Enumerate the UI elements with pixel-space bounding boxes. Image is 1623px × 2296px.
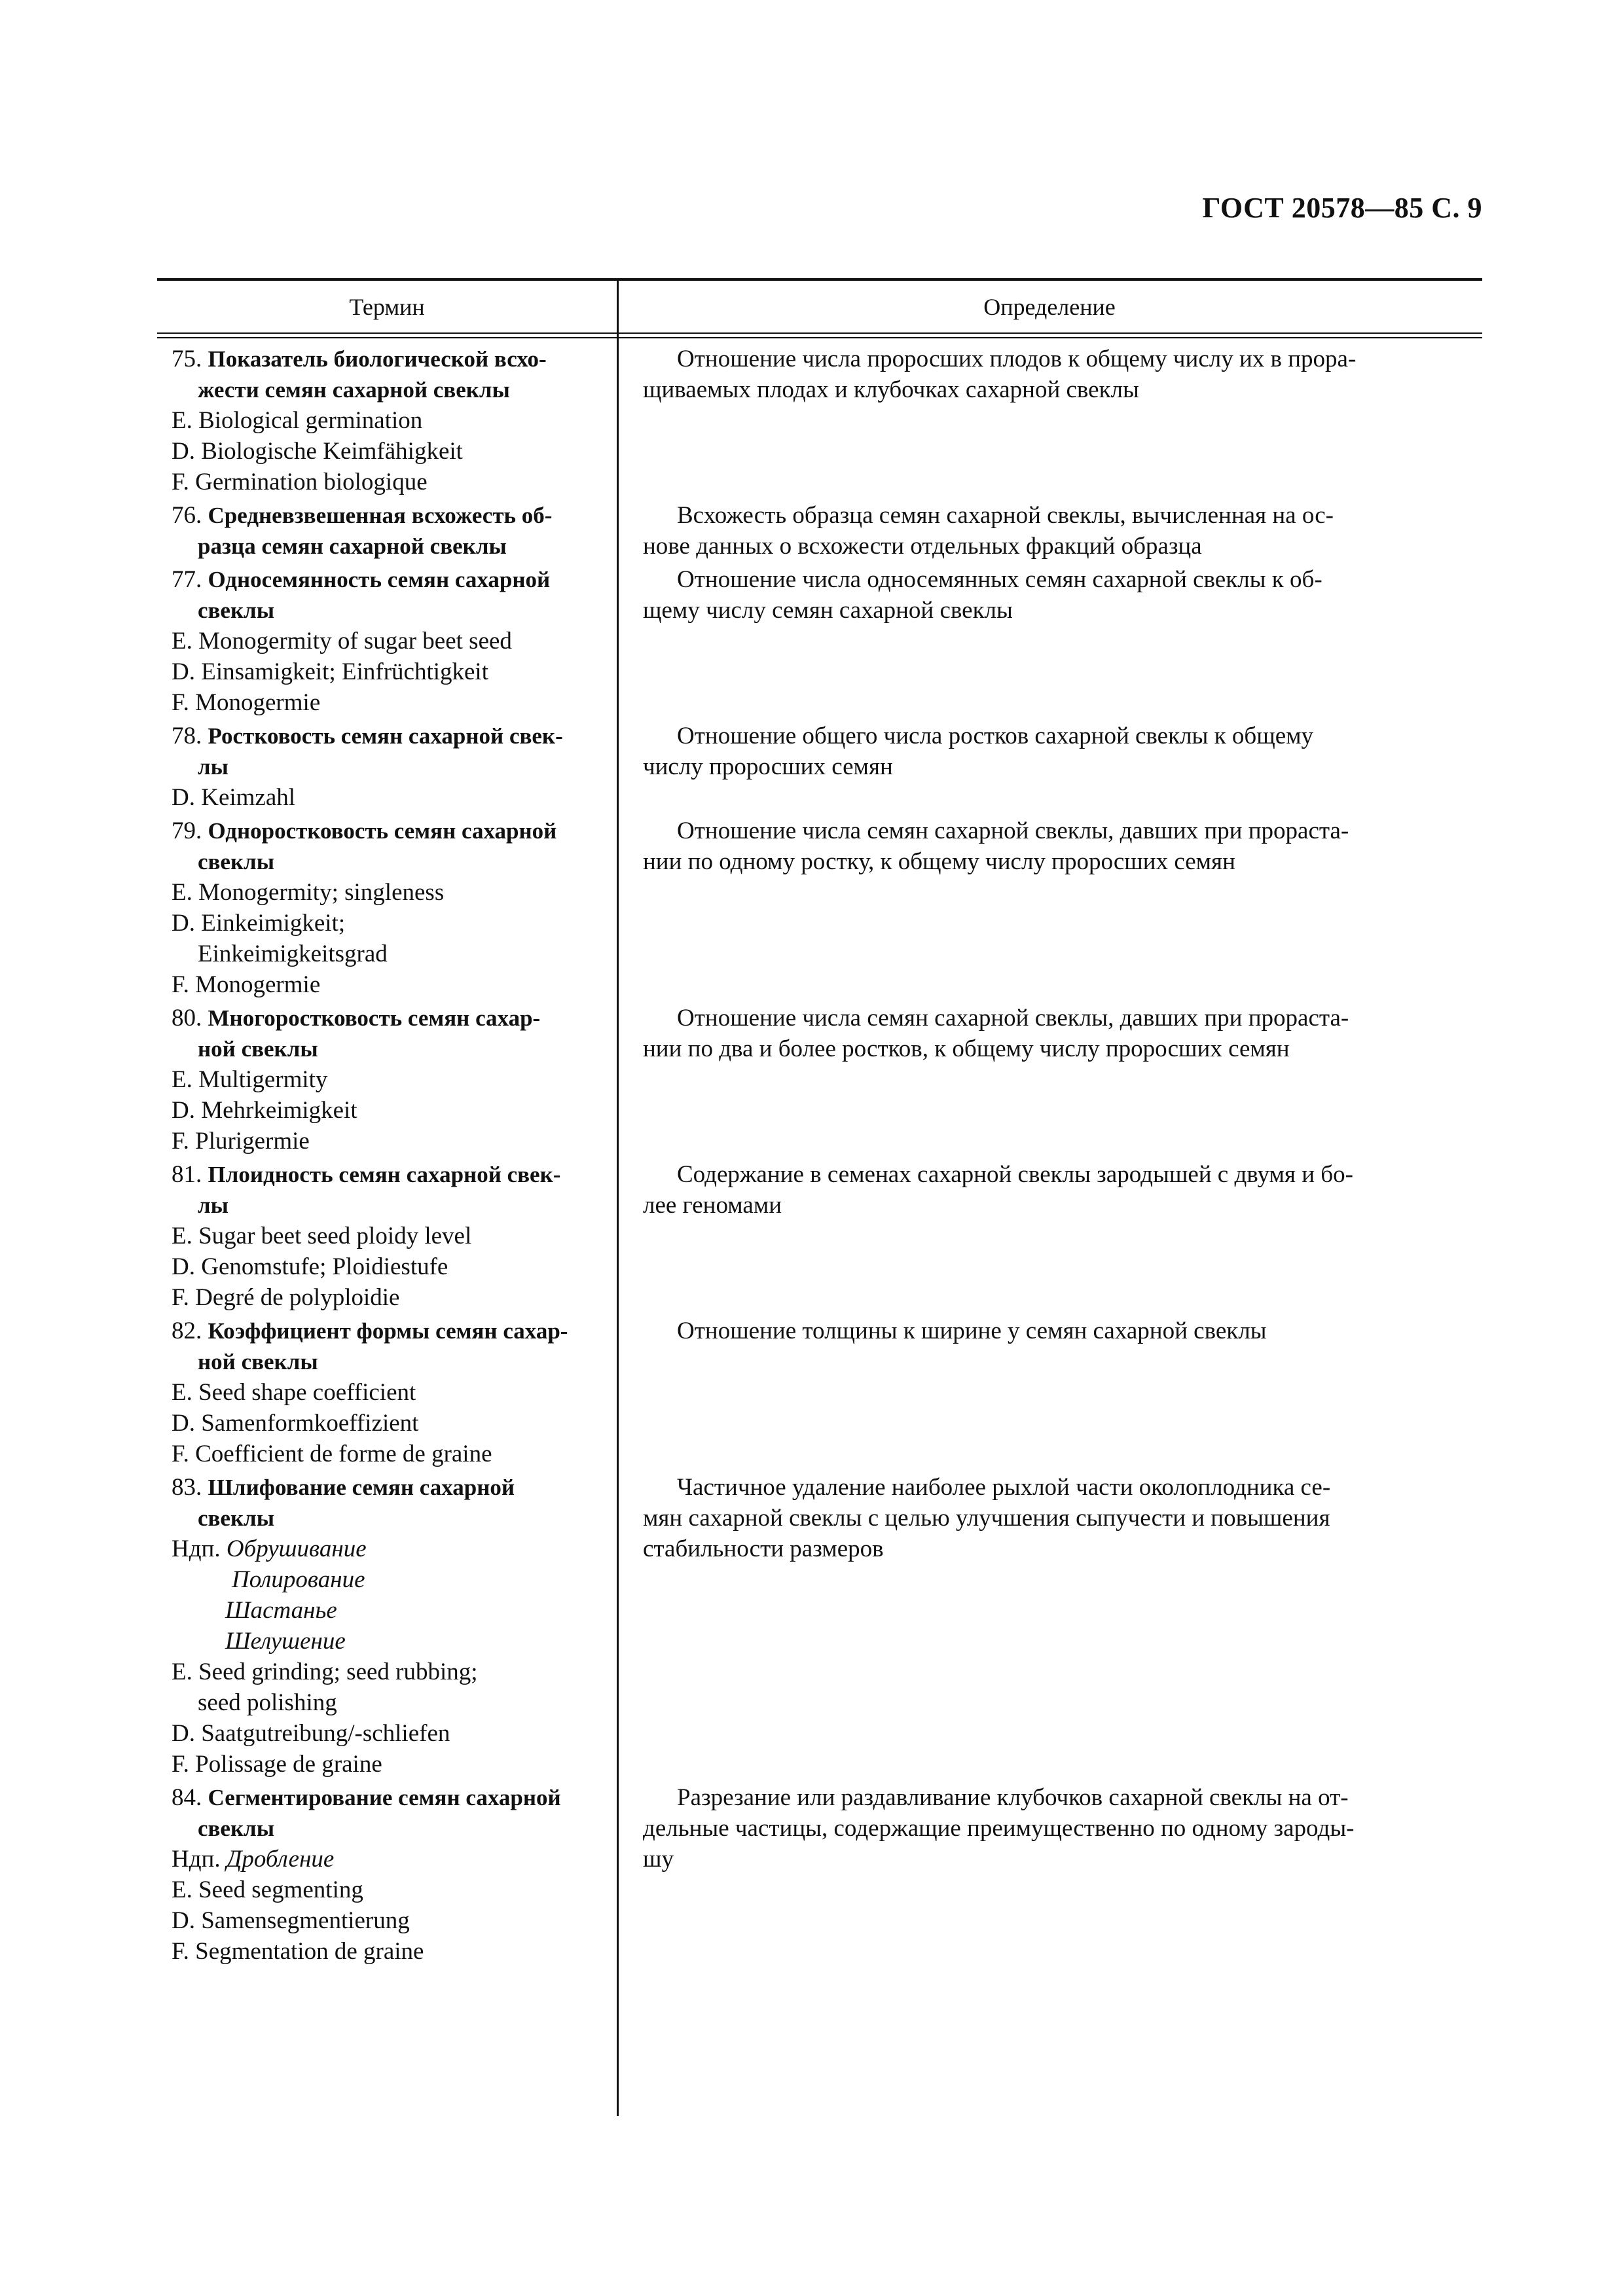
deprecated-label: Ндп. — [172, 1535, 221, 1562]
table-row — [157, 1159, 1482, 1313]
term-cell — [157, 1782, 617, 1967]
definition-cell — [617, 816, 1482, 1000]
definition-line: Всхожесть образца семян сахарной свеклы, вычисленная на ос- — [677, 502, 1334, 529]
term-line — [172, 500, 604, 531]
definition-line: Содержание в семенах сахарной свеклы зародышей с двумя и бо- — [677, 1161, 1353, 1188]
term-cell — [157, 500, 617, 562]
term-translation: E. Monogermity of sugar beet seed — [172, 628, 512, 655]
term-name-continued: лы — [198, 1193, 228, 1218]
term-translation: D. Saatgutreibung/-schliefen — [172, 1720, 450, 1747]
column-divider — [617, 278, 619, 2116]
definition-line: шу — [643, 1846, 674, 1873]
definition-line: дельные частицы, содержащие преимущественно по одному зароды- — [643, 1815, 1355, 1842]
term-line — [172, 1159, 604, 1190]
term-number: 83. — [172, 1474, 202, 1501]
term-translation: F. Germination biologique — [172, 469, 428, 495]
term-number: 82. — [172, 1318, 202, 1344]
definition-line: Частичное удаление наиболее рыхлой части околоплодника се- — [677, 1474, 1331, 1501]
term-line — [172, 1472, 604, 1503]
definition-cell — [617, 1316, 1482, 1469]
term-name-continued: ной свеклы — [198, 1349, 318, 1374]
definition-cell — [617, 1159, 1482, 1313]
term-cell — [157, 1472, 617, 1780]
definition-line: стабильности размеров — [643, 1535, 884, 1562]
term-translation: D. Keimzahl — [172, 784, 296, 811]
definition-line: Отношение числа односемянных семян сахарной свеклы к об- — [677, 566, 1322, 593]
table-header-row — [157, 281, 1482, 332]
deprecated-term: Обрушивание — [226, 1535, 367, 1562]
term-translation: E. Sugar beet seed ploidy level — [172, 1223, 472, 1249]
table-body — [157, 338, 1482, 1967]
term-cell — [157, 1316, 617, 1469]
term-line — [172, 344, 604, 374]
deprecated-label: Ндп. — [172, 1846, 221, 1873]
definition-cell — [617, 1003, 1482, 1157]
table-row — [157, 816, 1482, 1000]
term-line — [172, 816, 604, 846]
term-translation: F. Degré de polyploidie — [172, 1284, 400, 1311]
term-translation: D. Mehrkeimigkeit — [172, 1097, 357, 1124]
term-number: 76. — [172, 502, 202, 529]
term-cell — [157, 344, 617, 497]
term-name: Одноростковость семян сахарной — [208, 818, 557, 844]
terms-table — [157, 278, 1482, 1969]
deprecated-term: Шелушение — [225, 1628, 346, 1655]
term-line — [172, 721, 604, 751]
definition-line: Отношение общего числа ростков сахарной свеклы к общему — [677, 723, 1314, 749]
term-translation: F. Coefficient de forme de graine — [172, 1441, 492, 1467]
table-row — [157, 1782, 1482, 1967]
definition-line: нии по одному ростку, к общему числу проросших семян — [643, 848, 1235, 875]
term-number: 75. — [172, 346, 202, 372]
term-line — [172, 1844, 604, 1874]
term-cell — [157, 721, 617, 813]
definition-cell — [617, 1472, 1482, 1780]
deprecated-term: Полирование — [232, 1566, 365, 1593]
page-header: ГОСТ 20578—85 С. 9 — [1202, 192, 1482, 224]
term-translation: D. Biologische Keimfähigkeit — [172, 438, 463, 465]
column-header-definition: Определение — [983, 293, 1116, 320]
term-name-continued: свеклы — [198, 1816, 275, 1841]
table-row — [157, 1472, 1482, 1780]
definition-cell — [617, 564, 1482, 718]
term-name-continued: свеклы — [198, 849, 275, 874]
term-cell — [157, 816, 617, 1000]
term-name: Показатель биологической всхо- — [208, 346, 547, 372]
definition-line: Отношение числа семян сахарной свеклы, давших при прораста- — [677, 817, 1349, 844]
term-translation: E. Seed grinding; seed rubbing; — [172, 1659, 478, 1685]
term-name: Ростковость семян сахарной свек- — [208, 723, 563, 749]
term-number: 80. — [172, 1005, 202, 1031]
term-cell — [157, 1003, 617, 1157]
term-name: Сегментирование семян сахарной — [208, 1785, 561, 1810]
term-translation: F. Plurigermie — [172, 1128, 310, 1155]
term-translation: E. Seed segmenting — [172, 1876, 363, 1903]
definition-cell — [617, 500, 1482, 562]
term-translation: E. Monogermity; singleness — [172, 879, 445, 906]
term-name-continued: ной свеклы — [198, 1036, 318, 1062]
term-line — [172, 1782, 604, 1813]
term-line — [172, 564, 604, 595]
definition-line: Отношение числа проросших плодов к общему числу их в прора- — [677, 346, 1357, 372]
term-translation: F. Monogermie — [172, 971, 321, 998]
definition-line: нии по два и более ростков, к общему числу проросших семян — [643, 1035, 1290, 1062]
definition-line: щему числу семян сахарной свеклы — [643, 597, 1013, 624]
term-number: 78. — [172, 723, 202, 749]
table-row — [157, 564, 1482, 718]
term-line — [172, 1534, 604, 1564]
term-translation: F. Segmentation de graine — [172, 1938, 424, 1965]
term-name: Шлифование семян сахарной — [208, 1475, 515, 1500]
table-row — [157, 721, 1482, 813]
term-name: Односемянность семян сахарной — [208, 567, 551, 592]
definition-cell — [617, 721, 1482, 813]
term-name: Средневзвешенная всхожесть об- — [208, 503, 553, 528]
definition-line: лее геномами — [643, 1192, 782, 1219]
term-translation: E. Biological germination — [172, 407, 423, 434]
term-line — [172, 1316, 604, 1346]
definition-line: щиваемых плодах и клубочках сахарной свеклы — [643, 376, 1139, 403]
term-number: 77. — [172, 566, 202, 593]
definition-cell — [617, 344, 1482, 497]
term-translation: D. Samensegmentierung — [172, 1907, 410, 1934]
term-translation: E. Seed shape coefficient — [172, 1379, 416, 1406]
table-row — [157, 1316, 1482, 1469]
definition-line: числу проросших семян — [643, 753, 893, 780]
term-name: Плоидность семян сахарной свек- — [208, 1162, 561, 1187]
table-row — [157, 500, 1482, 562]
table-row — [157, 1003, 1482, 1157]
term-translation: D. Einkeimigkeit; — [172, 910, 346, 937]
term-name-continued: разца семян сахарной свеклы — [198, 533, 507, 559]
term-cell — [157, 564, 617, 718]
term-name-continued: свеклы — [198, 598, 275, 623]
term-translation: D. Samenformkoeffizient — [172, 1410, 419, 1437]
term-name-continued: лы — [198, 754, 228, 780]
table-header-rule — [157, 332, 1482, 338]
term-line — [172, 1003, 604, 1033]
definition-line: Отношение толщины к ширине у семян сахарной свеклы — [677, 1318, 1267, 1344]
term-cell — [157, 1159, 617, 1313]
term-translation: D. Einsamigkeit; Einfrüchtigkeit — [172, 658, 488, 685]
definition-line: Отношение числа семян сахарной свеклы, давших при прораста- — [677, 1005, 1349, 1031]
deprecated-term: Шастанье — [225, 1597, 337, 1624]
term-translation: F. Monogermie — [172, 689, 321, 716]
definition-line: мян сахарной свеклы с целью улучшения сыпучести и повышения — [643, 1505, 1330, 1532]
term-name-continued: свеклы — [198, 1505, 275, 1531]
term-translation-continued: Einkeimigkeitsgrad — [198, 941, 388, 967]
column-header-term: Термин — [349, 293, 425, 320]
term-translation-continued: seed polishing — [198, 1689, 337, 1716]
term-name: Коэффициент формы семян сахар- — [208, 1318, 568, 1344]
term-translation: E. Multigermity — [172, 1066, 328, 1093]
term-translation: F. Polissage de graine — [172, 1751, 382, 1778]
term-number: 79. — [172, 817, 202, 844]
definition-cell — [617, 1782, 1482, 1967]
term-name-continued: жести семян сахарной свеклы — [198, 377, 510, 403]
definition-line: нове данных о всхожести отдельных фракций образца — [643, 533, 1202, 560]
deprecated-term: Дробление — [226, 1846, 335, 1873]
term-number: 84. — [172, 1784, 202, 1811]
term-translation: D. Genomstufe; Ploidiestufe — [172, 1253, 448, 1280]
term-name: Многоростковость семян сахар- — [208, 1005, 541, 1031]
definition-line: Разрезание или раздавливание клубочков сахарной свеклы на от- — [677, 1784, 1349, 1811]
table-row — [157, 344, 1482, 497]
term-number: 81. — [172, 1161, 202, 1188]
